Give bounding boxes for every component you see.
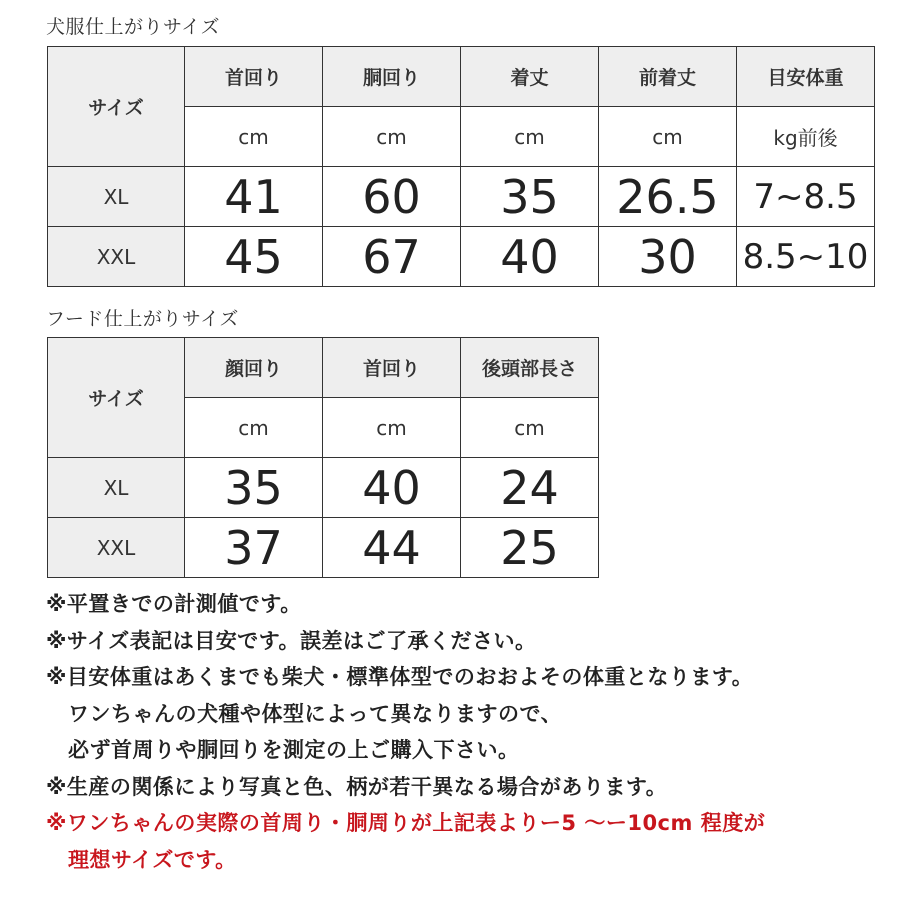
- note-line: ※平置きでの計測値です。: [46, 592, 302, 616]
- note-line: ※目安体重はあくまでも柴犬・標準体型でのおおよその体重となります。: [46, 665, 754, 689]
- col-header-neck: 首回り: [185, 47, 323, 107]
- col-header-chest: 胴回り: [323, 47, 461, 107]
- unit-neck: cm: [323, 398, 461, 458]
- cell-value: 60: [323, 167, 461, 227]
- col-header-neck: 首回り: [323, 338, 461, 398]
- row-size-label: XL: [48, 167, 185, 227]
- row-size-label: XXL: [48, 518, 185, 578]
- cell-value: 30: [599, 227, 737, 287]
- note-line: ワンちゃんの犬種や体型によって異なりますので、: [68, 701, 563, 726]
- note-line-highlight: ※ワンちゃんの実際の首周り・胴周りが上記表よりー5 ～ー10cm 程度が: [46, 811, 766, 835]
- unit-back-head: cm: [461, 398, 599, 458]
- cell-value: 40: [461, 227, 599, 287]
- table-row: [48, 518, 599, 578]
- hood-size-table: [47, 337, 599, 578]
- notes-section: [46, 586, 906, 878]
- cell-value: 35: [461, 167, 599, 227]
- note-line: 必ず首周りや胴回りを測定の上ご購入下さい。: [68, 738, 520, 762]
- unit-weight: kg前後: [737, 107, 875, 167]
- cell-value: 26.5: [599, 167, 737, 227]
- table1-caption: 犬服仕上がりサイズ: [46, 16, 220, 38]
- table-row: [48, 167, 875, 227]
- unit-face: cm: [185, 398, 323, 458]
- unit-neck: cm: [185, 107, 323, 167]
- cell-value: 40: [323, 458, 461, 518]
- garment-size-table: [47, 46, 875, 287]
- col-header-face: 顔回り: [185, 338, 323, 398]
- col-header-length: 着丈: [461, 47, 599, 107]
- cell-value: 7~8.5: [737, 167, 875, 227]
- note-line: ※サイズ表記は目安です。誤差はご了承ください。: [46, 628, 537, 653]
- note-line-highlight: 理想サイズです。: [68, 847, 237, 872]
- cell-value: 8.5~10: [737, 227, 875, 287]
- size-header: サイズ: [48, 47, 185, 167]
- cell-value: 67: [323, 227, 461, 287]
- row-size-label: XXL: [48, 227, 185, 287]
- cell-value: 44: [323, 518, 461, 578]
- cell-value: 45: [185, 227, 323, 287]
- col-header-weight: 目安体重: [737, 47, 875, 107]
- table-row: [48, 227, 875, 287]
- table-row: [48, 458, 599, 518]
- col-header-back-head: 後頭部長さ: [461, 338, 599, 398]
- cell-value: 24: [461, 458, 599, 518]
- unit-length: cm: [461, 107, 599, 167]
- cell-value: 35: [185, 458, 323, 518]
- row-size-label: XL: [48, 458, 185, 518]
- col-header-front-length: 前着丈: [599, 47, 737, 107]
- cell-value: 25: [461, 518, 599, 578]
- unit-front-length: cm: [599, 107, 737, 167]
- cell-value: 41: [185, 167, 323, 227]
- unit-chest: cm: [323, 107, 461, 167]
- size-header: サイズ: [48, 338, 185, 458]
- cell-value: 37: [185, 518, 323, 578]
- table2-caption: フード仕上がりサイズ: [46, 308, 239, 330]
- note-line: ※生産の関係により写真と色、柄が若干異なる場合があります。: [46, 774, 668, 799]
